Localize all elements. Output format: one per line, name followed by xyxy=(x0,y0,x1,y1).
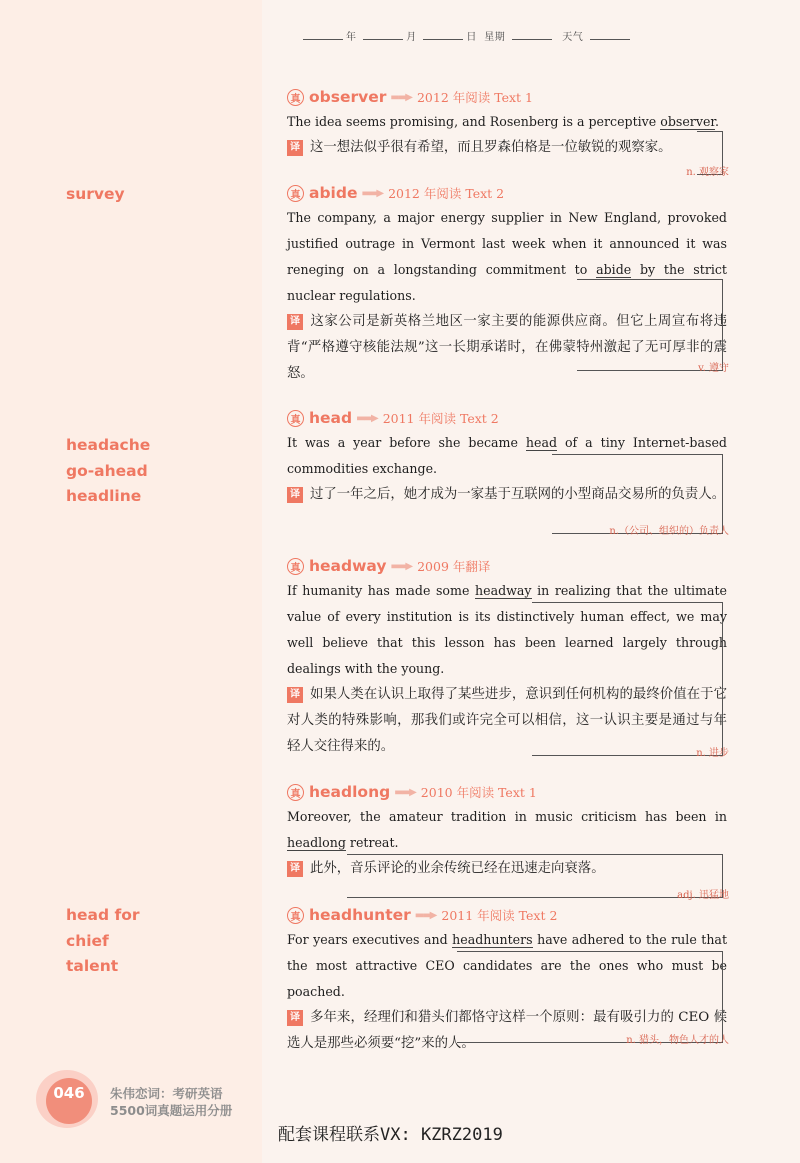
day-label: 日 xyxy=(466,32,477,43)
zhen-mark-icon: 真 xyxy=(287,410,304,427)
entry-headlong xyxy=(287,780,729,901)
bracket-line xyxy=(552,454,723,534)
definition-note: v. 遵守 xyxy=(698,363,729,374)
year-label: 年 xyxy=(346,32,357,43)
keyword-underlined: headlong xyxy=(287,835,346,850)
keyword-underlined: abide xyxy=(596,262,632,277)
sidebar-group-survey xyxy=(66,182,125,208)
entry-header xyxy=(287,85,727,109)
headword: observer xyxy=(309,88,387,106)
entry-header xyxy=(287,780,727,804)
related-word: talent xyxy=(66,957,119,975)
book-title-line2: 5500词真题运用分册 xyxy=(110,1103,233,1118)
entry-header xyxy=(287,903,727,927)
entry-headway xyxy=(287,554,727,760)
page-number-badge xyxy=(24,1060,108,1136)
bracket-line xyxy=(532,602,723,756)
keyword-underlined: head xyxy=(525,435,558,450)
headword: headway xyxy=(309,557,387,575)
exam-source: 2009 年翻译 xyxy=(417,559,491,574)
date-weather-bar xyxy=(300,28,633,43)
zhen-mark-icon: 真 xyxy=(287,558,304,575)
sidebar-group-head xyxy=(66,433,150,510)
footer-contact-text: 配套课程联系VX: KZRZ2019 xyxy=(278,1125,503,1145)
related-word: headache xyxy=(66,436,151,454)
zhen-mark-icon: 真 xyxy=(287,89,304,106)
definition-note: adj. 迅猛地 xyxy=(677,890,729,901)
exam-source: 2011 年阅读 Text 2 xyxy=(382,411,499,426)
keyword-underlined: headway xyxy=(475,583,532,598)
related-word: survey xyxy=(66,185,125,203)
exam-source: 2012 年阅读 Text 2 xyxy=(388,186,505,201)
entry-headhunter xyxy=(287,903,727,1057)
zhen-mark-icon: 真 xyxy=(287,907,304,924)
bracket-line xyxy=(457,951,723,1043)
example-sentence: The company, a major energy supplier in New England, provoked justified outrage in Vermont last week when it announced it was reneging on a longstanding commitment to abide by the strict nuclear regulations. xyxy=(287,210,727,303)
translation: 译 这家公司是新英格兰地区一家主要的能源供应商。但它上周宣布将违背“严格遵守核能法规”这一长期承诺时，在佛蒙特州激起了无可厚非的震怒。 xyxy=(287,314,727,381)
yi-mark-icon: 译 xyxy=(287,861,303,877)
exam-source: 2012 年阅读 Text 1 xyxy=(416,90,534,105)
arrow-icon: ▬▬▶ xyxy=(390,91,411,103)
example-sentence: Moreover, the amateur tradition in music criticism has been in headlong retreat. xyxy=(287,809,727,850)
book-title-line1: 朱伟恋词：考研英语 xyxy=(110,1086,223,1101)
example-sentence: The idea seems promising, and Rosenberg is a perceptive observer. xyxy=(287,114,720,129)
keyword-underlined: observer xyxy=(660,114,716,129)
zhen-mark-icon: 真 xyxy=(287,784,304,801)
definition-note: n.（公司、组织的）负责人 xyxy=(609,526,729,537)
arrow-icon: ▬▬▶ xyxy=(394,786,415,798)
exam-source: 2011 年阅读 Text 2 xyxy=(441,908,558,923)
translation: 译 此外，音乐评论的业余传统已经在迅速走向衰落。 xyxy=(287,856,727,882)
related-word: headline xyxy=(66,487,142,505)
related-word: chief xyxy=(66,931,109,950)
yi-mark-icon: 译 xyxy=(287,487,303,503)
month-label: 月 xyxy=(406,32,417,43)
translation: 译 过了一年之后，她才成为一家基于互联网的小型商品交易所的负责人。 xyxy=(287,482,727,508)
example-sentence: If humanity has made some headway in realizing that the ultimate value of every institution is its distinctively human effect, we may well believe that this lesson has been learned largely through dealings with the young. xyxy=(287,583,727,676)
definition-note: n. 猎头，物色人才的人 xyxy=(626,1035,729,1046)
arrow-icon: ▬▬▶ xyxy=(356,412,377,424)
translation: 译 这一想法似乎很有希望，而且罗森伯格是一位敏锐的观察家。 xyxy=(287,135,727,161)
headword: headlong xyxy=(309,783,391,801)
example-sentence: For years executives and headhunters have adhered to the rule that the most attractive CEO candidates are the ones who must be poached. xyxy=(287,932,728,999)
example-sentence: It was a year before she became head of a tiny Internet-based commodities exchange. xyxy=(287,435,727,476)
related-word: head for xyxy=(66,906,140,924)
translation: 译 如果人类在认识上取得了某些进步，意识到任何机构的最终价值在于它对人类的特殊影响，那我们或许完全可以相信，这一认识主要是通过与年轻人交往得来的。 xyxy=(287,687,727,754)
headword: abide xyxy=(309,184,358,202)
arrow-icon: ▬▬▶ xyxy=(414,909,436,921)
yi-mark-icon: 译 xyxy=(287,140,303,156)
page-number: 046 xyxy=(53,1084,85,1102)
definition-note: n. 进步 xyxy=(696,748,729,759)
yi-mark-icon: 译 xyxy=(287,687,303,703)
exam-source: 2010 年阅读 Text 1 xyxy=(420,785,537,800)
weather-label: 天气 xyxy=(562,32,584,43)
book-title xyxy=(110,1085,232,1119)
yi-mark-icon: 译 xyxy=(287,314,303,330)
keyword-underlined: headhunters xyxy=(452,932,533,947)
headword: headhunter xyxy=(309,906,411,924)
bracket-line xyxy=(347,854,723,898)
headword: head xyxy=(309,409,353,427)
sidebar-group-headhunter xyxy=(66,903,140,980)
bracket-line xyxy=(577,279,723,371)
yi-mark-icon: 译 xyxy=(287,1010,303,1026)
left-margin-panel xyxy=(0,0,262,1163)
definition-note: n. 观察家 xyxy=(686,167,729,178)
entry-head xyxy=(287,406,729,537)
related-word: go-ahead xyxy=(66,461,148,480)
arrow-icon: ▬▬▶ xyxy=(361,187,383,199)
entry-header xyxy=(287,554,727,578)
entry-header xyxy=(287,181,727,205)
entry-observer xyxy=(287,85,729,178)
zhen-mark-icon: 真 xyxy=(287,185,304,202)
entry-header xyxy=(287,406,727,430)
translation: 译 多年来，经理们和猎头们都恪守这样一个原则：最有吸引力的 CEO 候选人是那些必须要“挖”来的人。 xyxy=(287,1010,727,1051)
weekday-label: 星期 xyxy=(484,32,506,43)
entry-abide xyxy=(287,181,727,387)
arrow-icon: ▬▬▶ xyxy=(390,560,412,572)
